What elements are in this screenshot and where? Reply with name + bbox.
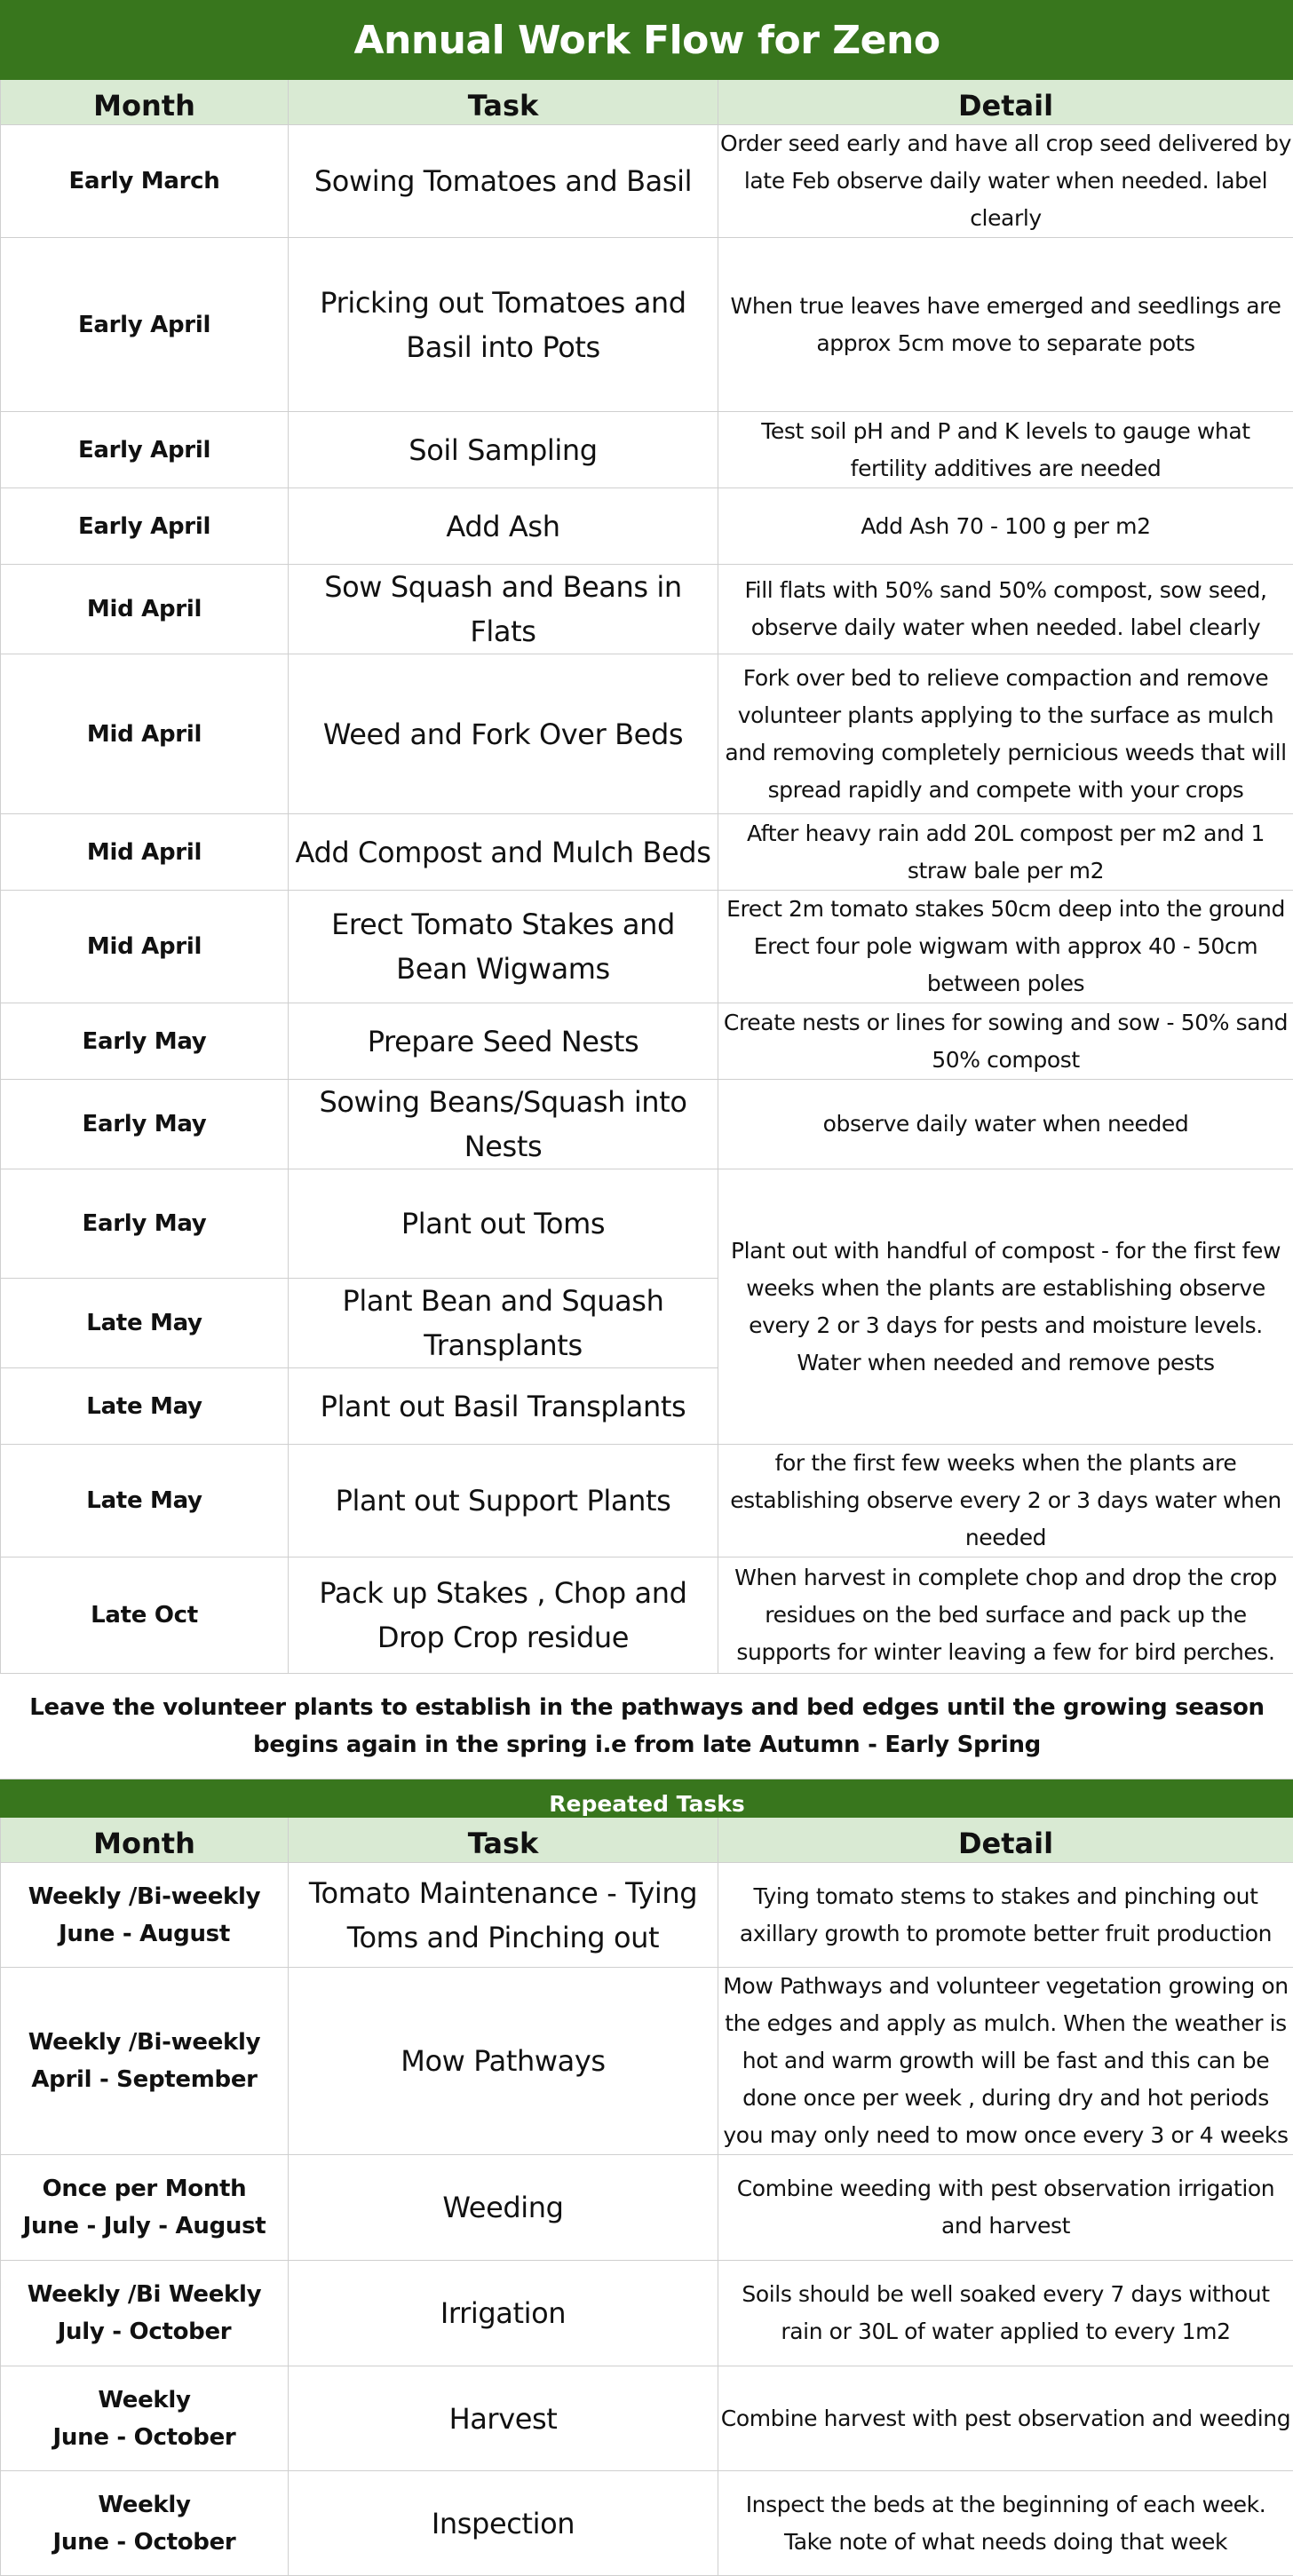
detail-cell [718,1169,1293,1445]
table-row [1,1080,1293,1169]
period-text: April - September [6,2061,282,2098]
column-header-detail: Detail [718,80,1293,125]
period-text: June - October [6,2419,282,2456]
period-text: June - August [6,1915,282,1953]
month-cell: Early April [1,488,289,565]
detail-cell: for the first few weeks when the plants are establishing observe every 2 or 3 days water when needed [718,1445,1293,1557]
month-cell: Early April [1,412,289,488]
period-text: June - October [6,2524,282,2561]
month-cell: Late Oct [1,1557,289,1674]
repeated-tasks-title: Repeated Tasks [1,1779,1293,1818]
detail-cell: Fork over bed to relieve compaction and remove volunteer plants applying to the surface as mulch and removing completely pernicious weeds that will spread rapidly and compete with your crops [718,654,1293,814]
detail-cell: Create nests or lines for sowing and sow - 50% sand 50% compost [718,1003,1293,1080]
detail-cell: Inspect the beds at the beginning of each week. Take note of what needs doing that week [718,2471,1293,2576]
title-row [1,1,1293,80]
task-cell: Sow Squash and Beans in Flats [289,565,718,654]
table-row [1,814,1293,891]
task-cell: Add Ash [289,488,718,565]
detail-cell: observe daily water when needed [718,1080,1293,1169]
task-cell: Pricking out Tomatoes and Basil into Pots [289,238,718,412]
detail-cell: Mow Pathways and volunteer vegetation growing on the edges and apply as mulch. When the weather is hot and warm growth will be fast and this can be done once per week , during dry and hot periods you may only need to mow once every 3 or 4 weeks [718,1968,1293,2155]
table-row [1,2155,1293,2261]
table-row [1,1003,1293,1080]
table-row [1,238,1293,412]
task-cell: Irrigation [289,2261,718,2366]
task-cell: Plant out Support Plants [289,1445,718,1557]
month-cell: Mid April [1,891,289,1003]
table-row [1,2366,1293,2471]
month-cell [1,1968,289,2155]
task-cell: Harvest [289,2366,718,2471]
table-row [1,2471,1293,2576]
detail-cell: Tying tomato stems to stakes and pinching out axillary growth to promote better fruit production [718,1863,1293,1968]
table-row [1,565,1293,654]
frequency-text: Weekly /Bi-weekly [6,2024,282,2061]
detail-cell: Test soil pH and P and K levels to gauge what fertility additives are needed [718,412,1293,488]
task-cell: Plant out Basil Transplants [289,1368,718,1445]
season-note: Leave the volunteer plants to establish in the pathways and bed edges until the growing season begins again in the spring i.e from late Autumn - Early Spring [1,1674,1293,1779]
task-cell: Weed and Fork Over Beds [289,654,718,814]
note-row [1,1674,1293,1779]
table-row [1,1557,1293,1674]
detail-line: Plant out with handful of compost - for the first few weeks when the plants are establishing observe every 2 or 3 days for pests and moisture levels. [720,1233,1291,1344]
month-cell: Mid April [1,565,289,654]
period-text: July - October [6,2313,282,2350]
task-cell: Add Compost and Mulch Beds [289,814,718,891]
detail-cell: Order seed early and have all crop seed delivered by late Feb observe daily water when needed. label clearly [718,125,1293,238]
table-row [1,412,1293,488]
task-cell: Plant out Toms [289,1169,718,1279]
month-cell: Early April [1,238,289,412]
task-cell: Soil Sampling [289,412,718,488]
column-header-task: Task [289,80,718,125]
task-cell: Erect Tomato Stakes and Bean Wigwams [289,891,718,1003]
detail-line: Erect 2m tomato stakes 50cm deep into the ground [720,891,1291,928]
table-row [1,654,1293,814]
column-header-month: Month [1,1818,289,1863]
column-header-detail: Detail [718,1818,1293,1863]
frequency-text: Weekly /Bi Weekly [6,2276,282,2313]
task-cell: Sowing Beans/Squash into Nests [289,1080,718,1169]
detail-cell: When true leaves have emerged and seedlings are approx 5cm move to separate pots [718,238,1293,412]
detail-cell: Add Ash 70 - 100 g per m2 [718,488,1293,565]
page-title: Annual Work Flow for Zeno [1,1,1293,80]
table-row [1,125,1293,238]
month-cell: Late May [1,1445,289,1557]
detail-cell: Combine weeding with pest observation irrigation and harvest [718,2155,1293,2261]
month-cell: Early May [1,1003,289,1080]
table-row [1,1863,1293,1968]
detail-cell: Soils should be well soaked every 7 days without rain or 30L of water applied to every 1m2 [718,2261,1293,2366]
table-row [1,1445,1293,1557]
table-row [1,1968,1293,2155]
frequency-text: Weekly [6,2382,282,2419]
month-cell: Early March [1,125,289,238]
detail-line: Erect four pole wigwam with approx 40 - 50cm between poles [720,928,1291,1003]
task-cell: Mow Pathways [289,1968,718,2155]
task-cell: Weeding [289,2155,718,2261]
frequency-text: Weekly /Bi-weekly [6,1878,282,1915]
detail-line: Water when needed and remove pests [720,1344,1291,1382]
task-cell: Pack up Stakes , Chop and Drop Crop residue [289,1557,718,1674]
frequency-text: Weekly [6,2486,282,2524]
frequency-text: Once per Month [6,2170,282,2207]
month-cell: Late May [1,1279,289,1368]
detail-cell: Fill flats with 50% sand 50% compost, sow seed, observe daily water when needed. label clearly [718,565,1293,654]
task-cell: Inspection [289,2471,718,2576]
column-header-task: Task [289,1818,718,1863]
month-cell: Early May [1,1169,289,1279]
column-header-month: Month [1,80,289,125]
month-cell: Early May [1,1080,289,1169]
month-cell: Mid April [1,654,289,814]
task-cell: Plant Bean and Squash Transplants [289,1279,718,1368]
detail-cell: Combine harvest with pest observation and weeding [718,2366,1293,2471]
header-row [1,80,1293,125]
task-cell: Sowing Tomatoes and Basil [289,125,718,238]
table-row [1,891,1293,1003]
month-cell [1,1863,289,1968]
month-cell: Late May [1,1368,289,1445]
task-cell: Tomato Maintenance - Tying Toms and Pinching out [289,1863,718,1968]
detail-cell: When harvest in complete chop and drop the crop residues on the bed surface and pack up the supports for winter leaving a few for bird perches. [718,1557,1293,1674]
table-row [1,1169,1293,1279]
month-cell [1,2155,289,2261]
month-cell: Mid April [1,814,289,891]
table-row [1,488,1293,565]
table-row [1,2261,1293,2366]
month-cell [1,2366,289,2471]
header-row [1,1818,1293,1863]
task-cell: Prepare Seed Nests [289,1003,718,1080]
period-text: June - July - August [6,2207,282,2245]
month-cell [1,2261,289,2366]
month-cell [1,2471,289,2576]
detail-cell: After heavy rain add 20L compost per m2 and 1 straw bale per m2 [718,814,1293,891]
detail-cell [718,891,1293,1003]
repeated-tasks-title-row [1,1779,1293,1818]
